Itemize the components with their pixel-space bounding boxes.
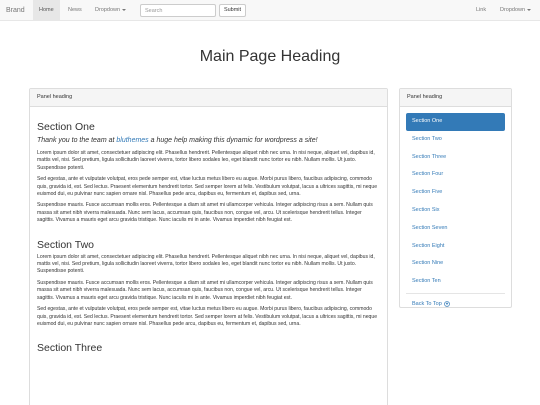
back-to-top-link[interactable] (406, 296, 505, 308)
nav-right-dropdown-label: Dropdown (500, 7, 526, 13)
main-panel-heading: Panel heading (30, 89, 387, 107)
sidebar-item-section-five[interactable]: Section Five (412, 189, 443, 196)
sidebar-panel (399, 88, 512, 308)
arrow-up-circle-icon (444, 301, 450, 307)
sidebar-item-section-three[interactable]: Section Three (412, 153, 447, 160)
sidebar-panel-heading: Panel heading (400, 89, 511, 107)
sidebar-item-section-two[interactable]: Section Two (412, 135, 442, 142)
sidebar-item-section-seven[interactable]: Section Seven (412, 224, 448, 231)
navbar (0, 0, 540, 21)
nav-right-dropdown[interactable] (494, 0, 537, 21)
main-panel (29, 88, 388, 405)
section-one-paragraph-1: Lorem ipsum dolor sit amet, consectetuer adipiscing elit. Phasellus hendrerit. Pellentesque aliquet nibh nec urna. In nisi neque, aliquet vel, dapibus id, mattis vel, nisi. Sed pretium, ligula sollicitudin laoreet viverra, tortor libero sodales leo, eget blandit nunc tortor eu nibh. Nullam mollis. Ut justo. Suspendisse potenti. (37, 150, 375, 171)
tagline-before: Thank you to the team at (37, 137, 117, 144)
caret-down-icon (527, 9, 531, 11)
section-three-title: Section Three (37, 342, 103, 355)
section-two-paragraph-1: Lorem ipsum dolor sit amet, consectetuer adipiscing elit. Phasellus hendrerit. Pellentesque aliquet nibh nec urna. In nisi neque, aliquet vel, dapibus id, mattis vel, nisi. Sed pretium, ligula sollicitudin laoreet viverra, tortor libero sodales leo, eget blandit nunc tortor eu nibh. Nullam mollis. Ut justo. Suspendisse potenti. (37, 253, 375, 275)
section-two-paragraph-2: Suspendisse mauris. Fusce accumsan mollis eros. Pellentesque a diam sit amet mi ullamcorper vehicula. Integer adipiscing risus a sem. Nullam quis massa sit amet nibh viverra malesuada. Nunc sem lacus, accumsan quis, faucibus non, congue vel, arcu. Ut scelerisque hendrerit tellus. Integer sagittis. Vivamus a mauris eget arcu gravida tristique. Nunc iaculis mi in ante. Vivamus imperdiet nibh feugiat est. (37, 279, 373, 301)
bluthemes-link[interactable]: bluthemes (116, 137, 149, 144)
section-two-paragraph-3: Sed egestas, ante et vulputate volutpat, eros pede semper est, vitae luctus metus libero eu augue. Morbi purus libero, faucibus adipiscing, commodo quis, gravida id, est. Sed lectus. Praesent elementum hendrerit tortor. Sed semper lorem at felis. Vestibulum volutpat, lacus a ultrices sagittis, mi neque euismod dui, eu pulvinar nunc sapien ornare nisl. Phasellus pede arcu, dapibus eu, fermentum et, dapibus sed, urna. (37, 306, 378, 327)
section-two-title: Section Two (37, 238, 95, 251)
sidebar-item-section-one[interactable]: Section One (406, 113, 505, 131)
back-to-top-label: Back To Top (412, 300, 442, 307)
sidebar-nav (400, 107, 511, 308)
nav-dropdown[interactable] (89, 0, 132, 21)
section-one-paragraph-2: Sed egestas, ante et vulputate volutpat, eros pede semper est, vitae luctus metus libero eu augue. Morbi purus libero, faucibus adipiscing, commodo quis, gravida id, est. Sed lectus. Praesent elementum hendrerit tortor. Sed semper lorem at felis. Vestibulum volutpat, lacus a ultrices sagittis, mi neque euismod dui, eu pulvinar nunc sapien ornare nisl. Phasellus pede arcu, dapibus eu, fermentum et, dapibus sed, urna. (37, 176, 378, 198)
tagline-after: a huge help making this dynamic for wordpress a site! (148, 137, 318, 144)
sidebar-item-section-ten[interactable]: Section Ten (412, 278, 441, 285)
page-title: Main Page Heading (199, 48, 341, 65)
section-one-title: Section One (37, 121, 95, 133)
search-input[interactable] (140, 4, 216, 17)
section-one-paragraph-3: Suspendisse mauris. Fusce accumsan mollis eros. Pellentesque a diam sit amet mi ullamcorper vehicula. Integer adipiscing risus a sem. Nullam quis massa sit amet nibh viverra malesuada. Nunc sem lacus, accumsan quis, faucibus non, congue vel, arcu. Ut scelerisque hendrerit tellus. Integer sagittis. Vivamus a mauris eget arcu gravida tristique. Nunc iaculis mi in ante. Vivamus imperdiet nibh feugiat est. (37, 202, 373, 224)
main-panel-body (30, 107, 387, 355)
nav-link[interactable]: Link (476, 7, 487, 13)
nav-home[interactable]: Home (33, 0, 60, 21)
sidebar-item-section-eight[interactable]: Section Eight (412, 242, 445, 249)
submit-button[interactable]: Submit (219, 4, 246, 17)
brand-link[interactable]: Brand (6, 7, 25, 14)
sidebar-item-section-six[interactable]: Section Six (412, 206, 440, 213)
sidebar-item-section-nine[interactable]: Section Nine (412, 260, 444, 267)
caret-down-icon (122, 9, 126, 11)
nav-dropdown-label: Dropdown (95, 7, 121, 13)
sidebar-item-section-four[interactable]: Section Four (412, 171, 444, 178)
sidebar-divider (406, 293, 505, 294)
section-one-tagline (37, 136, 380, 146)
nav-news[interactable]: News (68, 7, 82, 13)
